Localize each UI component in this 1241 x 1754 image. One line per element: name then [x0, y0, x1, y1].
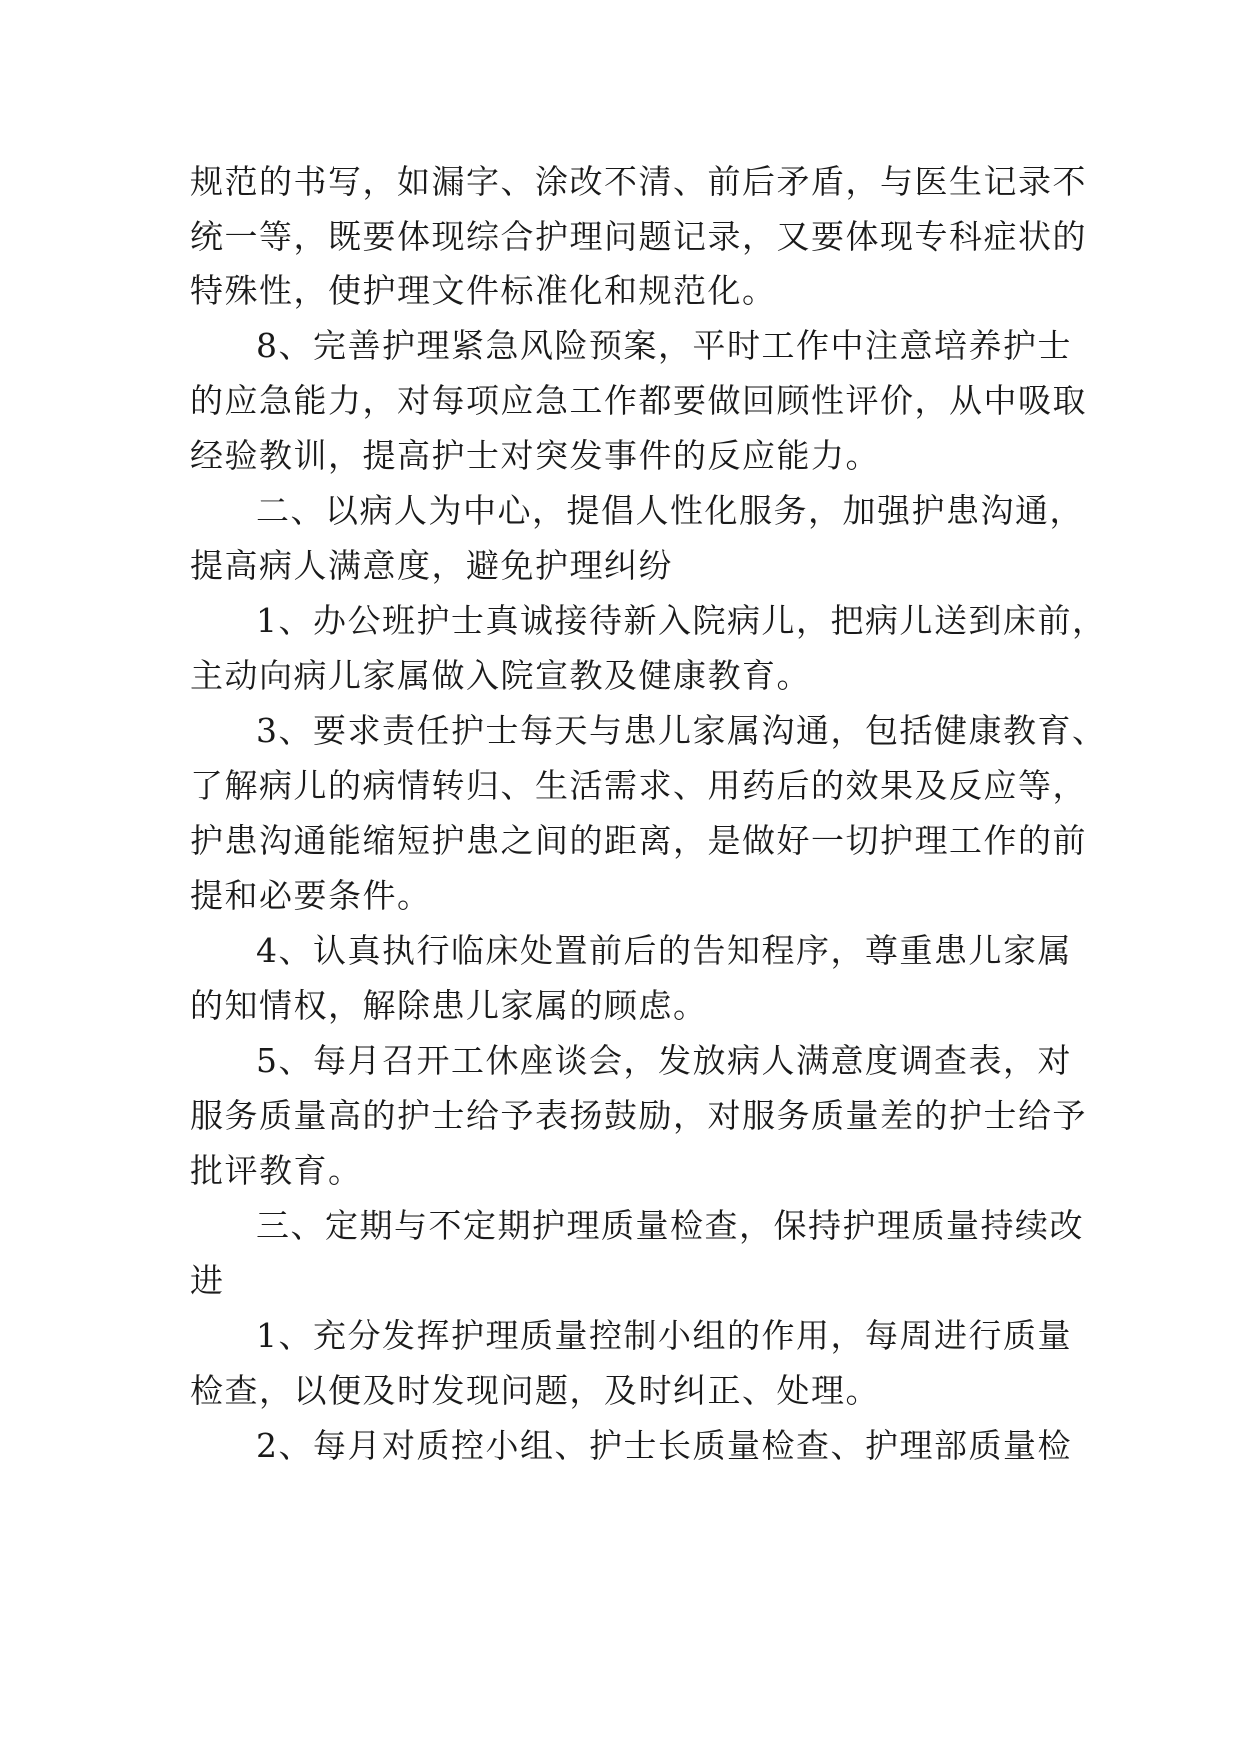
text-line: 批评教育。: [190, 1151, 363, 1190]
text-line: 提和必要条件。: [190, 876, 432, 915]
text-line: 进: [190, 1261, 225, 1300]
text-line: 检查，以便及时发现问题，及时纠正、处理。: [190, 1371, 880, 1410]
text-line: 经验教训，提高护士对突发事件的反应能力。: [190, 436, 880, 475]
text-line: 三、定期与不定期护理质量检查，保持护理质量持续改: [256, 1206, 1084, 1245]
text-line: 5、每月召开工休座谈会，发放病人满意度调查表，对: [256, 1041, 1072, 1080]
text-line: 1、充分发挥护理质量控制小组的作用，每周进行质量: [256, 1316, 1072, 1355]
text-line: 规范的书写，如漏字、涂改不清、前后矛盾，与医生记录不: [190, 162, 1087, 201]
text-line: 2、每月对质控小组、护士长质量检查、护理部质量检: [256, 1426, 1072, 1465]
text-line: 特殊性，使护理文件标准化和规范化。: [190, 271, 777, 310]
text-line: 主动向病儿家属做入院宣教及健康教育。: [190, 656, 811, 695]
text-line: 的应急能力，对每项应急工作都要做回顾性评价，从中吸取: [190, 381, 1087, 420]
text-line: 8、完善护理紧急风险预案，平时工作中注意培养护士: [256, 326, 1072, 365]
text-line: 二、以病人为中心，提倡人性化服务，加强护患沟通，: [256, 491, 1084, 530]
text-line: 提高病人满意度，避免护理纠纷: [190, 546, 673, 585]
text-line: 1、办公班护士真诚接待新入院病儿，把病儿送到床前，: [256, 601, 1107, 640]
text-line: 了解病儿的病情转归、生活需求、用药后的效果及反应等，: [190, 766, 1087, 805]
text-line: 服务质量高的护士给予表扬鼓励，对服务质量差的护士给予: [190, 1096, 1087, 1135]
text-line: 的知情权，解除患儿家属的顾虑。: [190, 986, 708, 1025]
text-line: 护患沟通能缩短护患之间的距离，是做好一切护理工作的前: [190, 821, 1087, 860]
text-line: 4、认真执行临床处置前后的告知程序，尊重患儿家属: [256, 931, 1072, 970]
text-line: 3、要求责任护士每天与患儿家属沟通，包括健康教育、: [256, 711, 1107, 750]
text-line: 统一等，既要体现综合护理问题记录，又要体现专科症状的: [190, 217, 1087, 256]
